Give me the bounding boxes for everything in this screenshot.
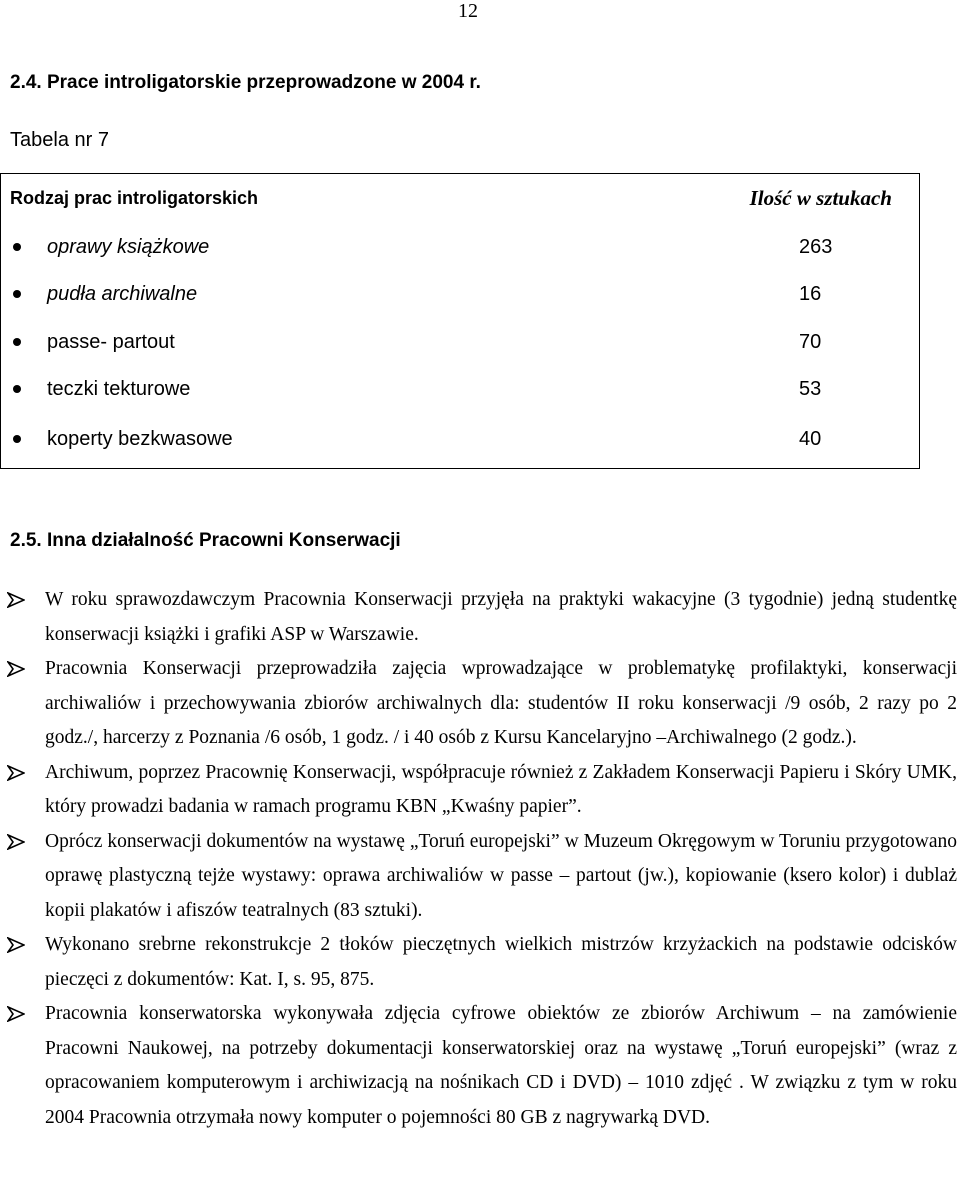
section-heading-bookbinding: 2.4. Prace introligatorskie przeprowadzone w 2004 r. — [10, 72, 481, 93]
bullet-dot-icon — [13, 435, 21, 443]
bullet-dot-icon — [13, 290, 21, 298]
row-value: 263 — [799, 236, 833, 258]
table-row — [1, 328, 919, 358]
row-label: teczki tekturowe — [47, 378, 191, 400]
list-item — [0, 997, 960, 1135]
section-heading-other-activities: 2.5. Inna działalność Pracowni Konserwacji — [10, 530, 401, 551]
list-item — [0, 652, 960, 756]
row-value: 53 — [799, 378, 822, 400]
row-label: pudła archiwalne — [47, 283, 198, 305]
bullet-dot-icon — [13, 243, 21, 251]
column-header-work-type: Rodzaj prac introligatorskich — [10, 188, 259, 208]
arrowhead-bullet-icon — [7, 834, 25, 850]
list-item-text: Archiwum, poprzez Pracownię Konserwacji, współpracuje również z Zakładem Konserwacji Papieru i Skóry UMK, który prowadzi badania w ramach programu KBN „Kwaśny papier”. — [45, 761, 957, 817]
arrowhead-bullet-icon — [7, 1006, 25, 1022]
table-caption: Tabela nr 7 — [10, 129, 109, 151]
table-row — [1, 425, 919, 455]
column-header-quantity: Ilość w sztukach — [749, 186, 892, 210]
bullet-dot-icon — [13, 385, 21, 393]
list-item-text: Pracownia konserwatorska wykonywała zdjęcia cyfrowe obiektów ze zbiorów Archiwum – na zamówienie Pracowni Naukowej, na potrzeby dokumentacji konserwatorskiej oraz na wystawę „Toruń europejski” (wraz z opracowaniem komputerowym i archiwizacją na nośnikach CD i DVD) – 1010 zdjęć . W związku z tym w roku 2004 Pracownia otrzymała nowy komputer o pojemności 80 GB z nagrywarką DVD. — [45, 1003, 957, 1128]
list-item-text: Wykonano srebrne rekonstrukcje 2 tłoków pieczętnych wielkich mistrzów krzyżackich na podstawie odcisków pieczęci z dokumentów: Kat. I, s. 95, 875. — [45, 934, 957, 990]
list-item-text: Oprócz konserwacji dokumentów na wystawę „Toruń europejski” w Muzeum Okręgowym w Toruniu przygotowano oprawę plastyczną tejże wystawy: oprawa archiwaliów w passe – partout (jw.), kopiowanie (ksero kolor) i dublaż kopii plakatów i afiszów teatralnych (83 sztuki). — [45, 830, 957, 921]
row-value: 16 — [799, 283, 822, 305]
list-item — [0, 825, 960, 929]
arrowhead-bullet-icon — [7, 661, 25, 677]
arrowhead-bullet-icon — [7, 765, 25, 781]
row-value: 70 — [799, 331, 822, 353]
row-label: koperty bezkwasowe — [47, 428, 233, 450]
row-label: passe- partout — [47, 331, 175, 353]
arrowhead-bullet-icon — [7, 937, 25, 953]
list-item — [0, 928, 960, 997]
list-item-text: Pracownia Konserwacji przeprowadziła zajęcia wprowadzające w problematykę profilaktyki, konserwacji archiwaliów i przechowywania zbiorów archiwalnych dla: studentów II roku konserwacji /9 osób, 2 razy po 2 godz./, harcerzy z Poznania /6 osób, 1 godz. / i 40 osób z Kursu Kancelaryjno –Archiwalnego (2 godz.). — [45, 658, 957, 748]
list-item — [0, 756, 960, 825]
table-row — [1, 280, 919, 310]
list-item-text: W roku sprawozdawczym Pracownia Konserwacji przyjęła na praktyki wakacyjne (3 tygodnie) jedną studentkę konserwacji książki i grafiki ASP w Warszawie. — [45, 589, 957, 645]
bookbinding-table — [0, 173, 920, 469]
row-label: oprawy książkowe — [47, 236, 210, 258]
page-number: 12 — [458, 0, 478, 22]
table-row — [1, 375, 919, 405]
arrowhead-bullet-icon — [7, 592, 25, 608]
table-row — [1, 233, 919, 263]
list-item — [0, 583, 960, 652]
row-value: 40 — [799, 428, 822, 450]
activities-list — [0, 583, 960, 1135]
bullet-dot-icon — [13, 338, 21, 346]
